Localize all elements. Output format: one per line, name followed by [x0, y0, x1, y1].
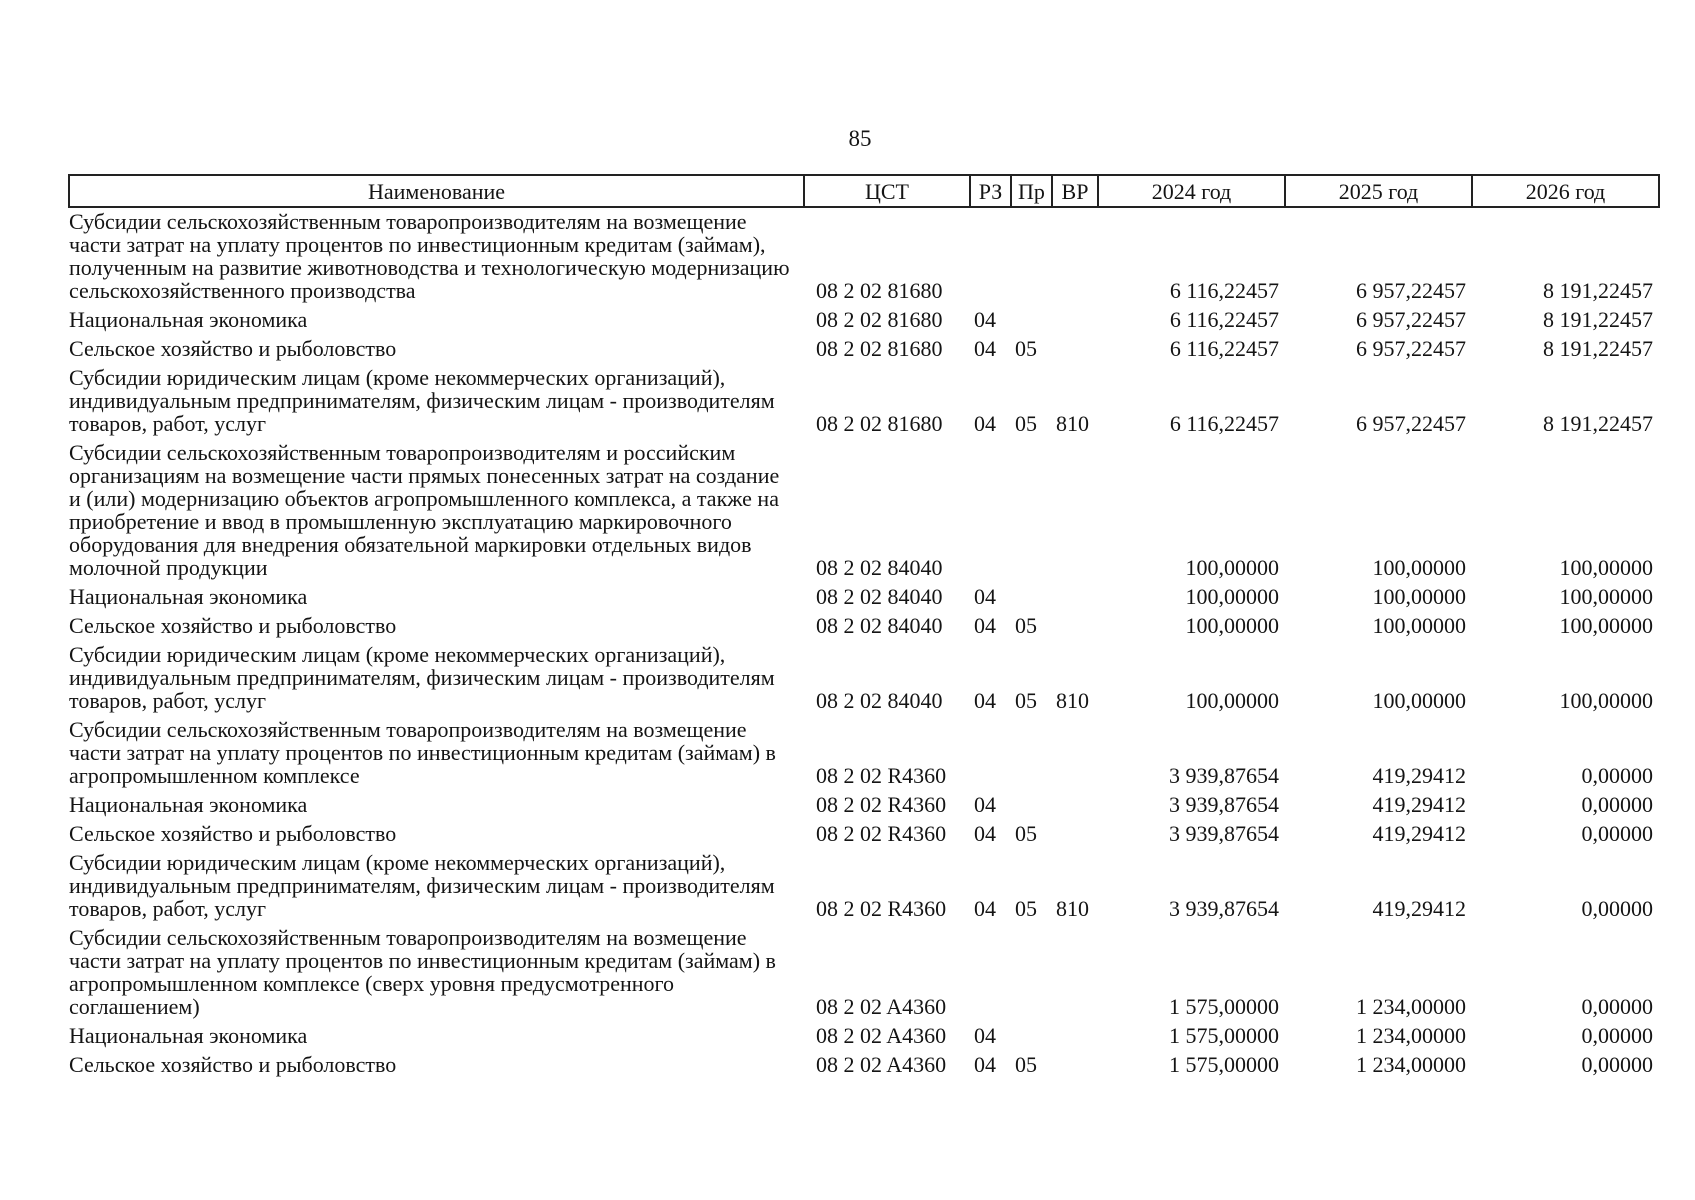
row-pr	[1011, 716, 1052, 791]
row-pr	[1011, 207, 1052, 306]
row-2025: 100,00000	[1372, 613, 1466, 638]
header-vr: ВР	[1052, 175, 1098, 207]
row-2024: 100,00000	[1185, 613, 1279, 638]
header-2025: 2025 год	[1285, 175, 1472, 207]
row-2025: 1 234,00000	[1356, 1052, 1466, 1077]
row-cst: 08 2 02 R4360	[816, 896, 947, 921]
row-2025: 100,00000	[1372, 584, 1466, 609]
row-2024: 3 939,87654	[1169, 896, 1279, 921]
row-name: Национальная экономика	[69, 1023, 308, 1048]
row-name: Субсидии сельскохозяйственным товаропроизводителям на возмещение части затрат на уплату процентов по инвестиционным кредитам (займам), полученным на развитие животноводства и технологическую модернизацию сельскохозяйственного производства	[69, 209, 790, 303]
row-rz: 04	[974, 821, 996, 846]
row-2025: 6 957,22457	[1356, 336, 1466, 361]
row-pr	[1011, 583, 1052, 612]
table-row	[69, 924, 1659, 1022]
row-2025: 419,29412	[1372, 821, 1466, 846]
row-vr: 810	[1056, 896, 1089, 921]
row-2025: 100,00000	[1372, 688, 1466, 713]
row-name: Субсидии юридическим лицам (кроме некоммерческих организаций), индивидуальным предпринимателям, физическим лицам - производителям товаров, работ, услуг	[69, 365, 775, 436]
row-pr	[1011, 791, 1052, 820]
row-vr	[1052, 306, 1098, 335]
row-2024: 3 939,87654	[1169, 821, 1279, 846]
row-rz	[970, 207, 1011, 306]
row-2026: 100,00000	[1559, 613, 1653, 638]
row-name: Субсидии юридическим лицам (кроме некоммерческих организаций), индивидуальным предпринимателям, физическим лицам - производителям товаров, работ, услуг	[69, 850, 775, 921]
table-row	[69, 641, 1659, 716]
header-name: Наименование	[69, 175, 804, 207]
row-2024: 100,00000	[1185, 584, 1279, 609]
table-row	[69, 849, 1659, 924]
table-row	[69, 207, 1659, 306]
row-2026: 0,00000	[1581, 1052, 1653, 1077]
row-2025: 419,29412	[1372, 792, 1466, 817]
row-cst: 08 2 02 84040	[816, 688, 943, 713]
row-vr	[1052, 335, 1098, 364]
row-pr: 05	[1015, 1052, 1037, 1077]
table-row	[69, 583, 1659, 612]
row-2024: 1 575,00000	[1169, 994, 1279, 1019]
row-name: Субсидии сельскохозяйственным товаропроизводителям и российским организациям на возмещение части прямых понесенных затрат на создание и (или) модернизацию объектов агропромышленного комплекса, а также на приобретение и ввод в промышленную эксплуатацию маркировочного оборудования для внедрения обязательной маркировки отдельных видов молочной продукции	[69, 440, 780, 580]
row-rz: 04	[974, 792, 996, 817]
table-row	[69, 306, 1659, 335]
row-2026: 100,00000	[1559, 584, 1653, 609]
row-pr	[1011, 924, 1052, 1022]
row-pr: 05	[1015, 688, 1037, 713]
row-2025: 1 234,00000	[1356, 1023, 1466, 1048]
row-2026: 100,00000	[1559, 555, 1653, 580]
row-2024: 6 116,22457	[1169, 307, 1279, 332]
row-2024: 1 575,00000	[1169, 1052, 1279, 1077]
row-cst: 08 2 02 84040	[816, 555, 943, 580]
row-2024: 6 116,22457	[1169, 336, 1279, 361]
row-2024: 6 116,22457	[1169, 411, 1279, 436]
row-name: Сельское хозяйство и рыболовство	[69, 1052, 397, 1077]
row-cst: 08 2 02 R4360	[816, 821, 947, 846]
row-rz: 04	[974, 336, 996, 361]
row-2025: 6 957,22457	[1356, 307, 1466, 332]
header-2026: 2026 год	[1472, 175, 1659, 207]
row-pr: 05	[1015, 821, 1037, 846]
row-name: Национальная экономика	[69, 307, 308, 332]
row-cst: 08 2 02 84040	[816, 584, 943, 609]
row-vr	[1052, 1022, 1098, 1051]
row-2026: 0,00000	[1581, 821, 1653, 846]
row-2024: 1 575,00000	[1169, 1023, 1279, 1048]
row-rz: 04	[974, 1052, 996, 1077]
row-vr: 810	[1056, 688, 1089, 713]
row-cst: 08 2 02 81680	[816, 411, 943, 436]
row-2026: 8 191,22457	[1543, 411, 1653, 436]
row-rz: 04	[974, 584, 996, 609]
row-2026: 0,00000	[1581, 1023, 1653, 1048]
row-cst: 08 2 02 84040	[816, 613, 943, 638]
header-2024: 2024 год	[1098, 175, 1285, 207]
row-2026: 8 191,22457	[1543, 278, 1653, 303]
row-pr	[1011, 1022, 1052, 1051]
row-2026: 0,00000	[1581, 792, 1653, 817]
row-2025: 1 234,00000	[1356, 994, 1466, 1019]
row-name: Субсидии сельскохозяйственным товаропроизводителям на возмещение части затрат на уплату процентов по инвестиционным кредитам (займам) в агропромышленном комплексе	[69, 717, 776, 788]
table-body	[69, 207, 1659, 1080]
table-row	[69, 820, 1659, 849]
table-row	[69, 716, 1659, 791]
row-cst: 08 2 02 A4360	[816, 994, 947, 1019]
row-vr	[1052, 207, 1098, 306]
row-vr	[1052, 439, 1098, 583]
table-row	[69, 612, 1659, 641]
row-name: Субсидии юридическим лицам (кроме некоммерческих организаций), индивидуальным предпринимателям, физическим лицам - производителям товаров, работ, услуг	[69, 642, 775, 713]
row-vr	[1052, 583, 1098, 612]
row-name: Национальная экономика	[69, 792, 308, 817]
row-2024: 100,00000	[1185, 688, 1279, 713]
row-2025: 6 957,22457	[1356, 278, 1466, 303]
row-2024: 3 939,87654	[1169, 792, 1279, 817]
row-2026: 0,00000	[1581, 896, 1653, 921]
row-pr: 05	[1015, 896, 1037, 921]
row-rz: 04	[974, 688, 996, 713]
row-pr: 05	[1015, 613, 1037, 638]
row-cst: 08 2 02 81680	[816, 336, 943, 361]
row-pr	[1011, 306, 1052, 335]
row-rz	[970, 716, 1011, 791]
row-2025: 419,29412	[1372, 896, 1466, 921]
header-pr: Пр	[1011, 175, 1052, 207]
row-2024: 3 939,87654	[1169, 763, 1279, 788]
row-2026: 0,00000	[1581, 994, 1653, 1019]
row-vr	[1052, 924, 1098, 1022]
row-2026: 100,00000	[1559, 688, 1653, 713]
table-header	[69, 175, 1659, 207]
row-2024: 6 116,22457	[1169, 278, 1279, 303]
row-cst: 08 2 02 A4360	[816, 1052, 947, 1077]
row-2025: 419,29412	[1372, 763, 1466, 788]
row-rz: 04	[974, 1023, 996, 1048]
row-pr: 05	[1015, 411, 1037, 436]
row-vr: 810	[1056, 411, 1089, 436]
row-pr	[1011, 439, 1052, 583]
row-2025: 100,00000	[1372, 555, 1466, 580]
row-vr	[1052, 612, 1098, 641]
row-pr: 05	[1015, 336, 1037, 361]
row-rz: 04	[974, 613, 996, 638]
row-rz: 04	[974, 896, 996, 921]
table-row	[69, 364, 1659, 439]
row-2025: 6 957,22457	[1356, 411, 1466, 436]
row-rz: 04	[974, 411, 996, 436]
row-name: Национальная экономика	[69, 584, 308, 609]
row-rz	[970, 924, 1011, 1022]
row-name: Сельское хозяйство и рыболовство	[69, 613, 397, 638]
row-cst: 08 2 02 R4360	[816, 763, 947, 788]
row-cst: 08 2 02 81680	[816, 278, 943, 303]
row-vr	[1052, 716, 1098, 791]
row-name: Сельское хозяйство и рыболовство	[69, 336, 397, 361]
table-row	[69, 1051, 1659, 1080]
row-vr	[1052, 1051, 1098, 1080]
row-2026: 0,00000	[1581, 763, 1653, 788]
table-row	[69, 335, 1659, 364]
table-row	[69, 439, 1659, 583]
row-vr	[1052, 820, 1098, 849]
budget-table	[68, 174, 1660, 1080]
table-row	[69, 791, 1659, 820]
row-cst: 08 2 02 81680	[816, 307, 943, 332]
header-cst: ЦСТ	[804, 175, 970, 207]
row-2026: 8 191,22457	[1543, 336, 1653, 361]
row-2026: 8 191,22457	[1543, 307, 1653, 332]
row-vr	[1052, 791, 1098, 820]
row-name: Сельское хозяйство и рыболовство	[69, 821, 397, 846]
row-2024: 100,00000	[1185, 555, 1279, 580]
table-row	[69, 1022, 1659, 1051]
page-number: 85	[848, 126, 872, 151]
row-name: Субсидии сельскохозяйственным товаропроизводителям на возмещение части затрат на уплату процентов по инвестиционным кредитам (займам) в агропромышленном комплексе (сверх уровня предусмотренного соглашением)	[69, 925, 776, 1019]
row-cst: 08 2 02 A4360	[816, 1023, 947, 1048]
row-rz: 04	[974, 307, 996, 332]
row-rz	[970, 439, 1011, 583]
header-rz: РЗ	[970, 175, 1011, 207]
row-cst: 08 2 02 R4360	[816, 792, 947, 817]
